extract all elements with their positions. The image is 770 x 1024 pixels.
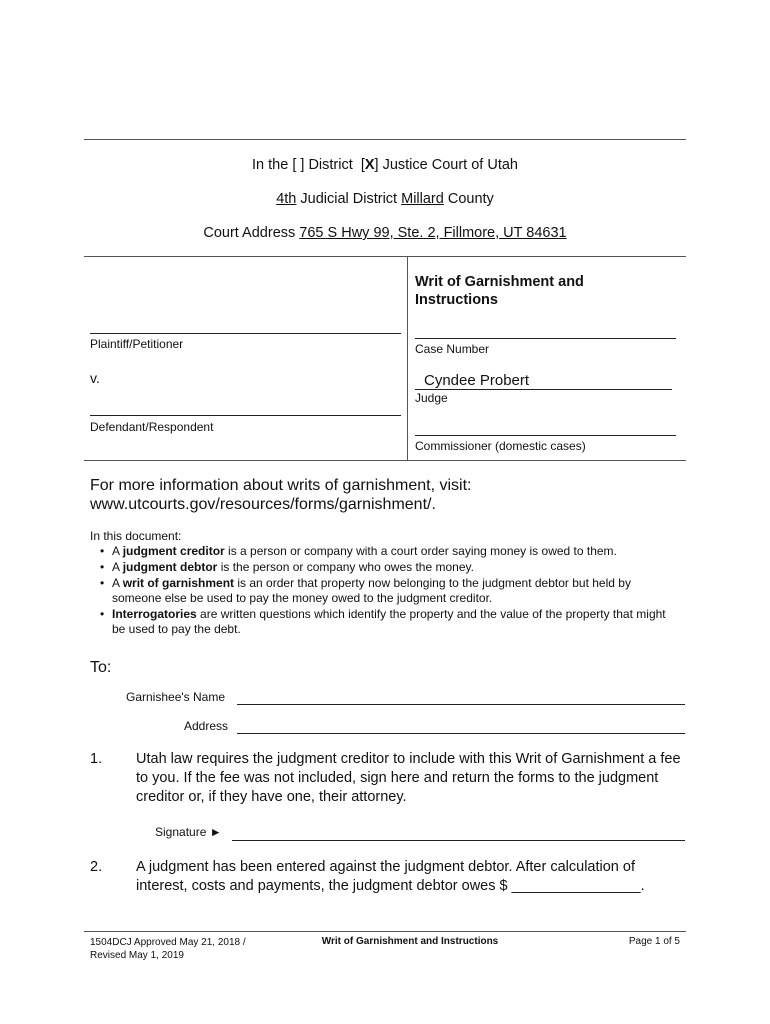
case-number-label: Case Number [415,342,490,356]
list-item: • A judgment debtor is the person or company who owes the money. [90,560,680,575]
district-number: 4th [276,191,297,207]
item-text: A judgment has been entered against the judgment debtor. After calculation of interest, costs and payments, the judgment debtor owes $ ________________. [136,859,645,894]
list-item: • A judgment creditor is a person or company with a court order saying money is owed to them. [90,544,680,559]
versus-label: v. [90,370,100,386]
judge-name[interactable]: Cyndee Probert [424,372,530,389]
to-heading: To: [90,659,112,676]
defendant-label: Defendant/Respondent [90,420,214,434]
court-type-line: In the [ ] District [X] Justice Court of Utah [252,157,518,173]
court-address: 765 S Hwy 99, Ste. 2, Fillmore, UT 84631 [299,225,567,241]
judge-label: Judge [415,391,448,405]
item-number: 2. [90,859,103,875]
address-field[interactable] [237,733,685,734]
definitions-list [90,544,680,638]
footer-title: Writ of Garnishment and Instructions [321,936,499,947]
header-top-rule [84,139,686,140]
item-number: 1. [90,751,103,767]
signature-label: Signature ► [155,825,222,839]
signature-field[interactable] [232,840,685,841]
page-number: Page 1 of 5 [628,936,680,947]
plaintiff-label: Plaintiff/Petitioner [90,337,184,351]
caption-bottom-rule [84,460,686,461]
court-address-line: Court Address 765 S Hwy 99, Ste. 2, Fillmore, UT 84631 [203,225,567,241]
address-label: Address [184,719,229,733]
caption-top-rule [84,256,686,257]
list-item: • Interrogatories are written questions which identify the property and the value of the property that might be used to pay the debt. [90,607,680,637]
commissioner-label: Commissioner (domestic cases) [415,439,586,453]
item-text: Utah law requires the judgment creditor to include with this Writ of Garnishment a fee to you. If the fee was not included, sign here and return the forms to the judgment creditor or, if they have one, their attorney. [136,751,681,805]
judicial-district-line: 4th Judicial District Millard County [276,191,494,207]
district-checkbox[interactable]: [ ] [292,157,305,173]
garnishee-name-field[interactable] [237,704,685,705]
plaintiff-field[interactable] [90,333,401,334]
commissioner-field[interactable] [415,435,676,436]
document-title: Writ of Garnishment and Instructions [415,274,584,308]
case-number-field[interactable] [415,338,676,339]
caption-divider [407,256,408,461]
justice-checkbox[interactable]: [X] [360,157,379,173]
garnishment-info-link[interactable]: www.utcourts.gov/resources/forms/garnishment/. [90,496,436,513]
footer-rule [84,931,686,932]
info-text: For more information about writs of garnishment, visit: www.utcourts.gov/resources/forms/garnishment/. [90,477,472,513]
judge-field [415,389,672,390]
defendant-field[interactable] [90,415,401,416]
definitions-intro: In this document: [90,529,182,543]
form-id: 1504DCJ Approved May 21, 2018 / Revised May 1, 2019 [90,937,246,961]
garnishee-name-label: Garnishee's Name [126,690,225,704]
county-name: Millard [401,191,444,207]
list-item: • A writ of garnishment is an order that property now belonging to the judgment debtor but held by someone else be used to pay the money owed to the judgment creditor. [90,576,680,606]
